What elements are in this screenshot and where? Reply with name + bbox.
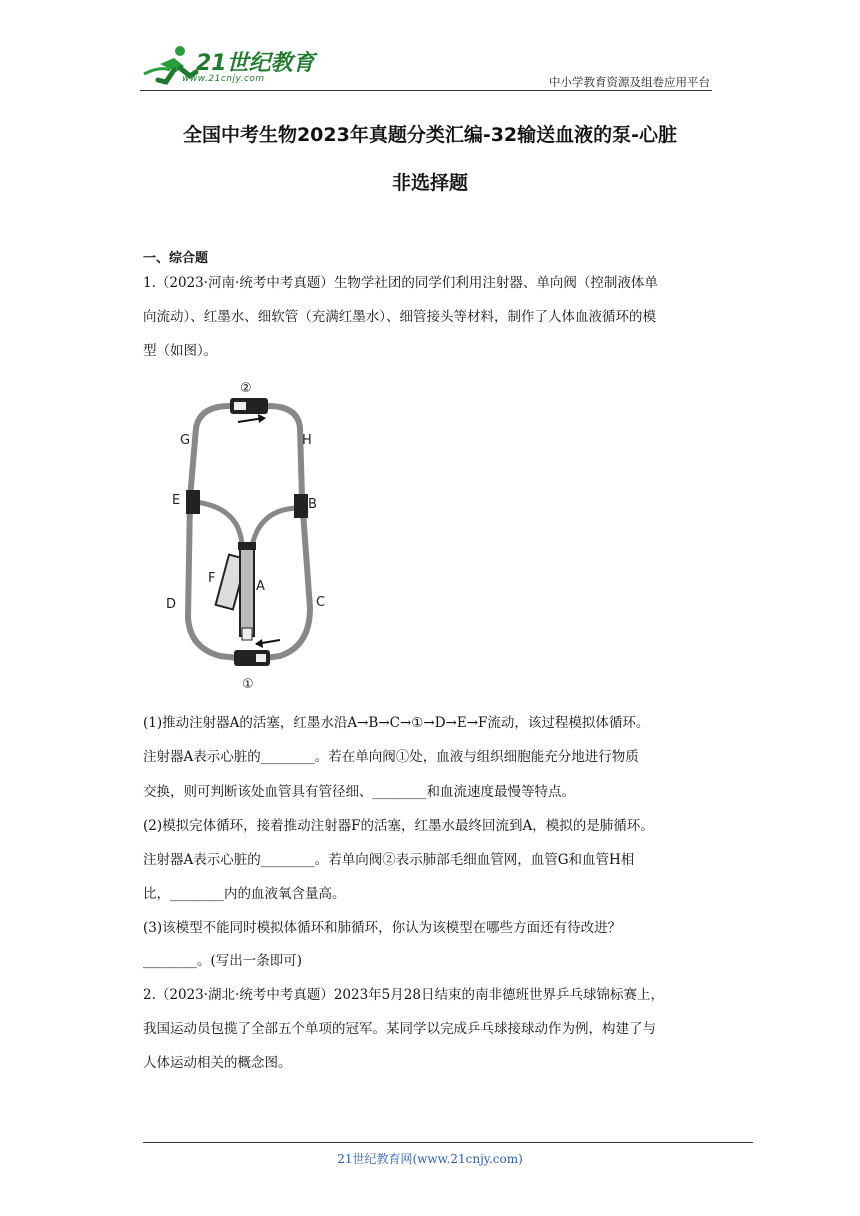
q1-sub3-line1: (3)该模型不能同时模拟体循环和肺循环，你认为该模型在哪些方面还有待改进？ (143, 920, 622, 936)
q1-text-line3: 型（如图）。 (143, 343, 218, 359)
header-tagline: 中小学教育资源及组卷应用平台 (549, 75, 710, 89)
q1-sub3-line2: ________。(写出一条即可) (143, 953, 303, 969)
q1-sub1-line1: (1)推动注射器A的活塞，红墨水沿A→B→C→①→D→E→F流动，该过程模拟体循环。 (143, 715, 650, 731)
q1-text-line1: 1.（2023·河南·统考中考真题）生物学社团的同学们利用注射器、单向阀（控制液体单 (143, 275, 658, 291)
label-H: H (302, 433, 312, 448)
q1-sub1-line3: 交换，则可判断该处血管具有管径细、________和血流速度最慢等特点。 (143, 784, 575, 800)
footer-text: 21世纪教育网(www.21cnjy.com) (337, 1152, 523, 1166)
logo-text: 21世纪教育 (196, 51, 315, 76)
label-F: F (208, 571, 216, 586)
section-heading: 一、综合题 (143, 251, 209, 266)
q1-sub2-line1: (2)模拟完体循环，接着推动注射器F的活塞，红墨水最终回流到A，模拟的是肺循环。 (143, 818, 654, 834)
q1-sub2-line2: 注射器A表示心脏的________。若单向阀②表示肺部毛细血管网，血管G和血管H相 (143, 852, 635, 868)
q2-text-line1: 2.（2023·湖北·统考中考真题）2023年5月28日结束的南非德班世界乒乓球锦标赛上， (143, 987, 664, 1003)
circulation-model-diagram (160, 378, 340, 694)
q2-text-line3: 人体运动相关的概念图。 (143, 1055, 292, 1071)
label-E: E (172, 493, 181, 508)
q2-text-line2: 我国运动员包揽了全部五个单项的冠军。某同学以完成乒乓球接球动作为例，构建了与 (143, 1021, 656, 1037)
footer-divider (143, 1142, 753, 1143)
page-subtitle: 非选择题 (391, 172, 468, 194)
logo-url: www.21cnjy.com (182, 74, 265, 84)
label-valve-1: ① (242, 677, 254, 692)
label-G: G (180, 433, 191, 448)
q1-text-line2: 向流动）、红墨水、细软管（充满红墨水）、细管接头等材料，制作了人体血液循环的模 (143, 309, 656, 325)
label-A: A (256, 579, 265, 594)
site-logo (140, 42, 320, 88)
header-divider (140, 90, 712, 91)
q1-sub1-line2: 注射器A表示心脏的________。若在单向阀①处，血液与组织细胞能充分地进行物质 (143, 749, 639, 765)
circulation-model-figure (160, 378, 340, 694)
label-C: C (316, 595, 326, 610)
q1-sub2-line3: 比，________内的血液氧含量高。 (143, 886, 346, 902)
label-B: B (308, 497, 317, 512)
label-valve-2: ② (240, 381, 252, 396)
page-header (140, 40, 712, 92)
label-D: D (166, 597, 177, 612)
page-title: 全国中考生物2023年真题分类汇编-32输送血液的泵-心脏 (182, 124, 678, 146)
